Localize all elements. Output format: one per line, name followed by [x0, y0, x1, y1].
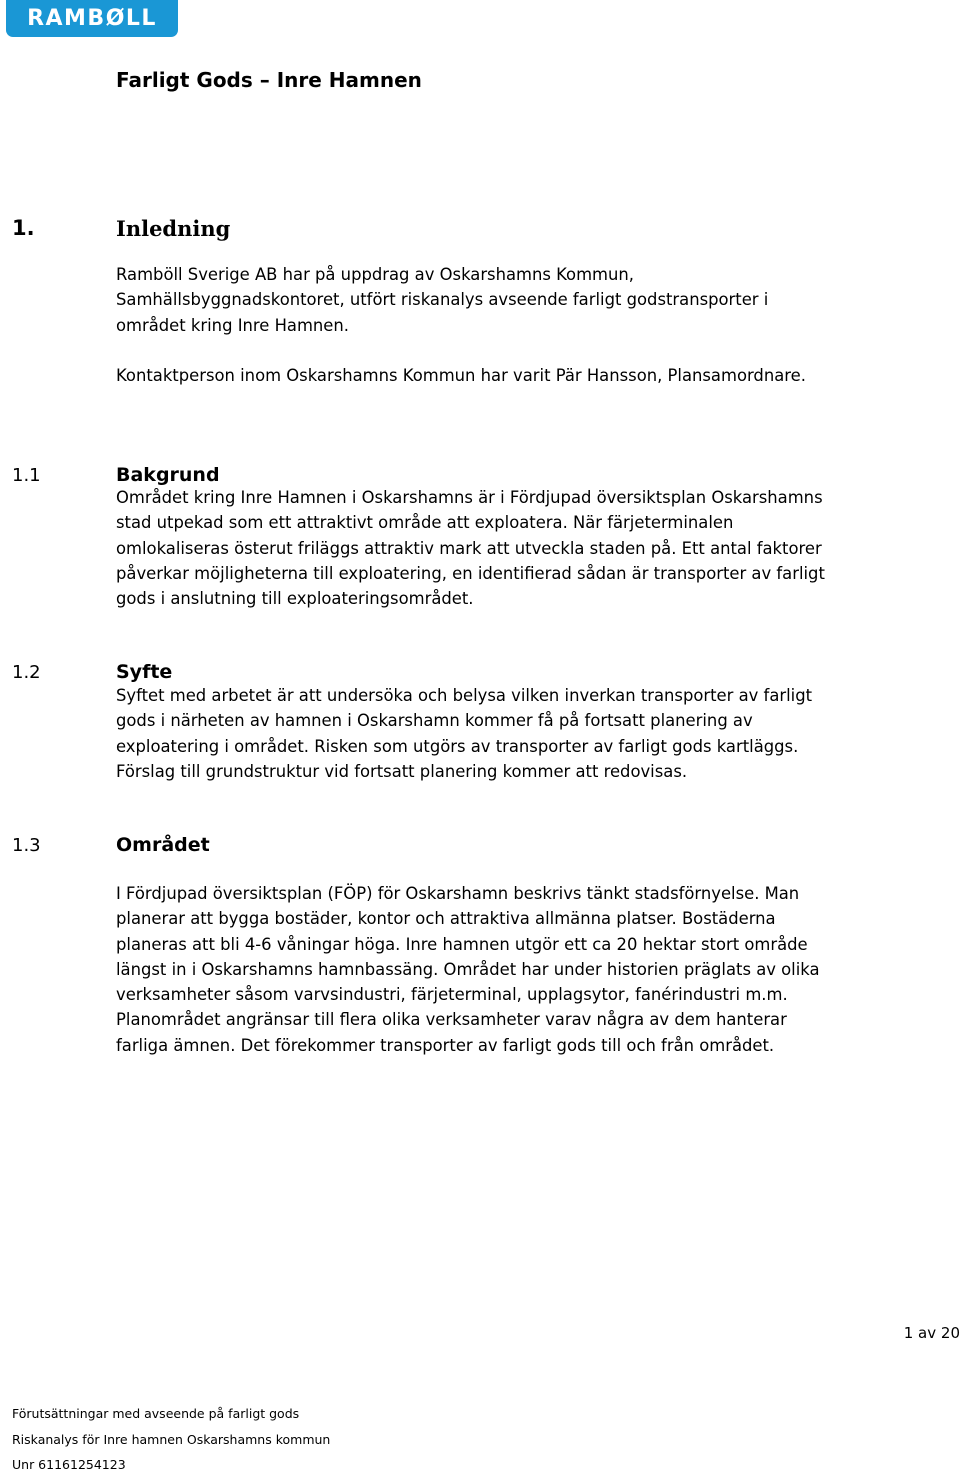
section-body-omradet: I Fördjupad översiktsplan (FÖP) för Oskarshamn beskrivs tänkt stadsförnyelse. Man planerar att bygga bostäder, kontor och attraktiva allmänna platser. Bostäderna planeras att bli 4-6 våningar höga. Inre hamnen utgör ett ca 20 hektar stort område längst in i Oskarshamns hamnbassäng. Området har under historien präglats av olika verksamheter såsom varvsindustri, färjeterminal, upplagsytor, fanérindustri m.m. Planområdet angränsar till flera olika verksamheter varav några av dem hanterar farliga ämnen. Det förekommer transporter av farligt gods till och från området.: [116, 884, 820, 1055]
footer-line-2: Riskanalys för Inre hamnen Oskarshamns kommun: [12, 1432, 331, 1447]
section-body-syfte: Syftet med arbetet är att undersöka och belysa vilken inverkan transporter av farligt gods i närheten av hamnen i Oskarshamn kommer få på fortsatt planering av exploatering i området. Risken som utgörs av transporter av farligt gods kartläggs. Förslag till grundstruktur vid fortsatt planering kommer att redovisas.: [116, 686, 813, 781]
section-number-syfte: 1.2: [12, 662, 41, 683]
section-title-syfte: Syfte: [116, 661, 173, 683]
intro-paragraph-1: Ramböll Sverige AB har på uppdrag av Oskarshamns Kommun, Samhällsbyggnadskontoret, utfört riskanalys avseende farligt godstransporter i området kring Inre Hamnen.: [116, 265, 769, 335]
footer-line-1: Förutsättningar med avseende på farligt gods: [12, 1406, 300, 1421]
section-title-bakgrund: Bakgrund: [116, 464, 220, 486]
section-number-omradet: 1.3: [12, 835, 41, 856]
section-body-bakgrund: Området kring Inre Hamnen i Oskarshamns är i Fördjupad översiktsplan Oskarshamns stad utpekad som ett attraktivt område att exploatera. När färjeterminalen omlokaliseras österut friläggs attraktiv mark att utveckla staden på. Ett antal faktorer påverkar möjligheterna till exploatering, en identifierad sådan är transporter av farligt gods i anslutning till exploateringsområdet.: [116, 488, 825, 609]
ramboll-logo: [6, 0, 178, 37]
section-number-bakgrund: 1.1: [12, 465, 41, 486]
intro-paragraph-2: Kontaktperson inom Oskarshamns Kommun har varit Pär Hansson, Plansamordnare.: [116, 366, 806, 385]
logo-text: RAMBØLL: [27, 6, 157, 31]
chapter-number: 1.: [12, 216, 35, 240]
footer-line-3: Unr 61161254123: [12, 1457, 126, 1472]
section-title-omradet: Området: [116, 834, 210, 856]
document-title: Farligt Gods – Inre Hamnen: [116, 68, 422, 92]
page-number: 1 av 20: [903, 1324, 960, 1342]
chapter-title: Inledning: [116, 216, 231, 241]
